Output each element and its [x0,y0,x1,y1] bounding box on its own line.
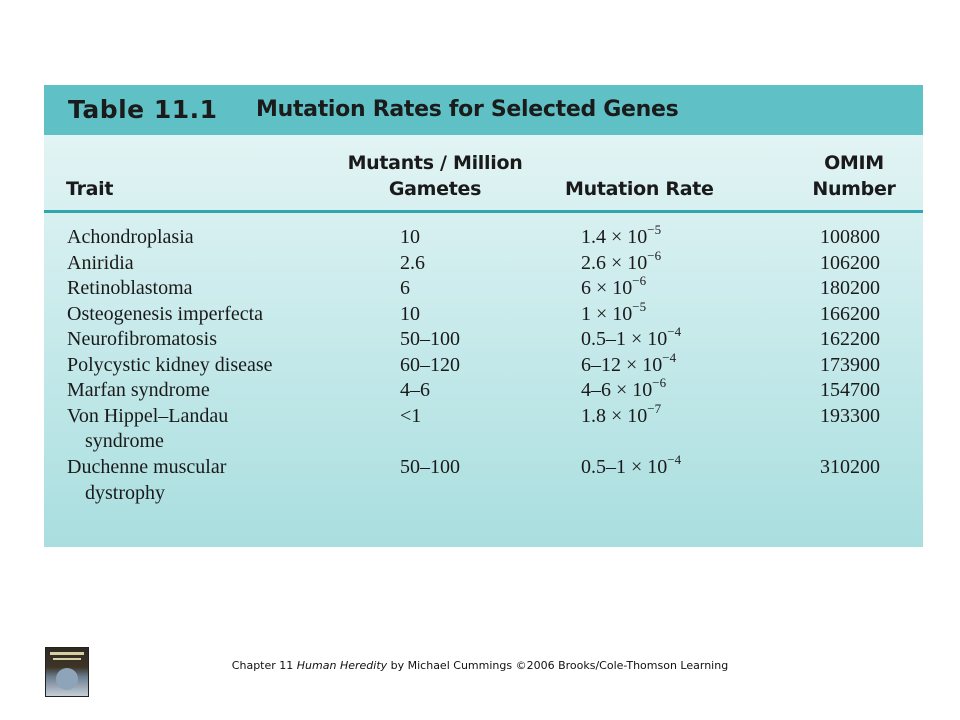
trait-cell: Marfan syndrome [67,379,210,401]
mutants-cell: 10 [400,302,420,325]
omim-cell: 166200 [820,302,880,325]
rate-cell: $4-6 \times 10^{-6}$ [581,375,667,401]
rate-cell: $2.6 \times 10^{-6}$ [581,247,662,274]
mutants-cell: 10 [400,226,420,248]
table-row [44,324,923,353]
footer-book-title: Human Heredity [296,659,388,672]
trait-cell: Retinoblastoma [67,277,193,299]
omim-cell: 106200 [820,251,880,274]
omim-cell: 180200 [820,277,880,299]
table-row [44,349,923,379]
trait-cell: Polycystic kidney disease [67,353,273,376]
rate-cell: $1 \times 10^{-5}$ [581,298,647,325]
rate-cell: $1.8 \times 10^{-7}$ [581,400,662,427]
rate-cell: $0.5-1 \times 10^{-4}$ [581,324,682,350]
footer-credit-text: by Michael Cummings ©2006 Brooks/Cole-Thomson Learning [390,659,729,672]
header-mutants-line2: Gametes [388,178,482,200]
table-row [44,298,923,328]
header-mutants-line1: Mutants / Million [347,152,523,174]
header-divider [44,210,923,213]
omim-cell: 100800 [820,226,880,248]
table-title-bar [44,85,923,135]
header-omim-line2: Number [812,178,896,200]
omim-cell: 154700 [820,379,880,401]
header-mutants [329,150,541,202]
mutants-cell: 60–120 [400,353,460,376]
rate-cell: $1.4 \times 10^{-5}$ [581,222,662,248]
mutants-cell: 2.6 [400,251,425,274]
rate-cell: $6 \times 10^{-6}$ [581,273,647,299]
table-row [44,247,923,277]
table-row [44,273,923,302]
trait-cell: Duchenne muscular dystrophy [67,456,227,504]
header-trait: Trait [66,178,114,200]
mutants-cell: 50–100 [400,328,460,350]
header-omim-line1: OMIM [824,152,884,174]
footer-chapter: Chapter 11 [231,659,294,672]
header-mutation-rate: Mutation Rate [565,178,714,200]
omim-cell: 173900 [820,353,880,376]
mutants-cell: 4–6 [400,379,430,401]
table-row [44,375,923,404]
book-cover-thumbnail-icon [45,647,89,697]
mutants-cell: <1 [400,404,422,427]
trait-cell: Aniridia [67,251,134,274]
table-row [44,222,923,251]
trait-cell: Osteogenesis imperfecta [67,302,264,325]
omim-cell: 310200 [820,456,880,478]
rate-cell: $6-12 \times 10^{-4}$ [581,349,677,376]
table-number: Table 11.1 [68,95,218,124]
omim-cell: 162200 [820,328,880,350]
mutation-rates-table [44,85,923,547]
omim-cell: 193300 [820,404,880,427]
table-title: Mutation Rates for Selected Genes [256,97,679,122]
trait-cell: Achondroplasia [67,226,194,248]
footer-credit [0,659,960,672]
mutants-cell: 50–100 [400,456,460,478]
trait-cell: Neurofibromatosis [67,328,217,350]
table-row [44,400,923,452]
mutants-cell: 6 [400,277,410,299]
trait-cell: Von Hippel–Landau syndrome [67,404,229,452]
rate-cell: $0.5-1 \times 10^{-4}$ [581,452,682,478]
table-row [44,452,923,504]
header-omim [804,150,904,202]
